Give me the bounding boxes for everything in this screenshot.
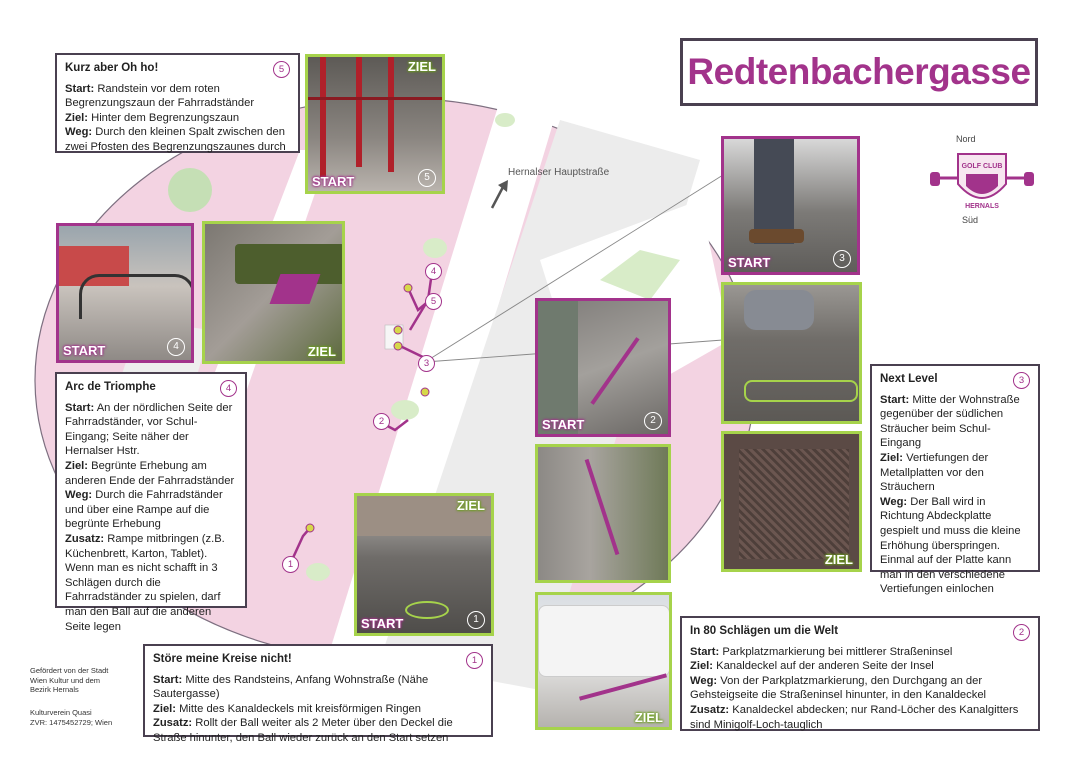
page-title-box: [680, 38, 1038, 106]
photo-3-start-label: START: [728, 255, 771, 270]
hole-5-title: Kurz aber Oh ho!: [65, 62, 159, 74]
hole-3-box: [870, 364, 1040, 596]
map-pin-3[interactable]: 3: [418, 355, 435, 372]
street-label: Hernalser Hauptstraße: [508, 167, 610, 178]
hole-4-zusatz-label: Zusatz:: [65, 532, 105, 545]
hole-1-box: [143, 644, 493, 744]
hole-2-box: [680, 616, 1040, 731]
map-pin-1[interactable]: 1: [282, 556, 299, 573]
photo-hole-5: [305, 54, 445, 194]
hole-2-weg-label: Weg:: [690, 674, 718, 687]
credit-line-3: Bezirk Hernals: [30, 685, 79, 694]
photo-hole-2-start: [535, 298, 671, 437]
photo-1-start-label: START: [361, 616, 404, 631]
photo-hole-2-middle: [535, 444, 671, 583]
compass-south: Süd: [962, 215, 979, 225]
hole-1-number: 1: [466, 652, 483, 669]
hole-4-box: [55, 372, 247, 633]
photo-2-start-label: START: [542, 417, 585, 432]
hole-3-start: Mitte der Wohnstraße gegenüber der südlichen Sträucher beim Schul-Eingang: [880, 393, 1020, 450]
svg-text:GOLF CLUB: GOLF CLUB: [961, 163, 1003, 170]
credit-line-4: Kulturverein Quasi: [30, 708, 92, 717]
photo-hole-3-middle: [721, 282, 862, 424]
credits-association: [30, 708, 112, 727]
photo-5-ziel-label: ZIEL: [407, 59, 436, 74]
golf-club-logo: [928, 146, 1036, 216]
page-title: Redtenbachergasse: [687, 51, 1031, 92]
hole-1-start: Mitte des Randsteins, Anfang Wohnstraße (Nähe Sautergasse): [153, 673, 429, 701]
hole-3-number: 3: [1013, 372, 1030, 389]
photo-hole-2-ziel: [535, 592, 672, 730]
photo-4-start-label: START: [63, 343, 106, 358]
photo-4-ziel-label: ZIEL: [307, 344, 336, 359]
map-pin-4[interactable]: 4: [425, 263, 442, 280]
hole-2-zusatz: Kanaldeckel abdecken; nur Rand-Löcher des Kanalgitters sind Minigolf-Loch-tauglich: [690, 703, 1019, 731]
photo-2-ziel-label: ZIEL: [634, 710, 663, 725]
photo-hole-1: [354, 493, 494, 636]
photo-hole-3-ziel: [721, 431, 862, 572]
hole-2-zusatz-label: Zusatz:: [690, 703, 730, 716]
compass-north: Nord: [956, 134, 976, 144]
hole-4-weg: Durch die Fahrradständer und über eine Rampe auf die begrünte Erhebung: [65, 489, 223, 531]
photo-hole-4-ziel: [202, 221, 345, 364]
credits-funding: [30, 666, 108, 695]
hole-4-start: An der nördlichen Seite der Fahrradständer, vor Schul-Eingang; Seite näher der Hernalser Hstr.: [65, 401, 233, 458]
hole-1-title: Störe meine Kreise nicht!: [153, 653, 292, 665]
hole-2-start: Parkplatzmarkierung bei mittlerer Straßeninsel: [722, 645, 953, 658]
credit-line-5: ZVR: 1475452729; Wien: [30, 717, 113, 727]
hole-5-ziel: Hinter dem Begrenzungszaun: [91, 111, 240, 124]
svg-text:HERNALS: HERNALS: [965, 203, 999, 210]
photo-hole-4-start: [56, 223, 194, 363]
hole-3-title: Next Level: [880, 373, 938, 385]
hole-4-title: Arc de Triomphe: [65, 381, 156, 393]
hole-4-zusatz: Rampe mitbringen (z.B. Küchenbrett, Karton, Tablet). Wenn man es nicht schafft in 3 Schlägen durch die Fahrradständer zu spielen, darf man den Ball auf die anderen Seite legen: [65, 532, 225, 633]
hole-2-title: In 80 Schlägen um die Welt: [690, 625, 839, 637]
hole-2-weg: Von der Parkplatzmarkierung, den Durchgang an der Gehsteigseite die Straßeninsel hinunter, in den Kanaldeckel: [690, 674, 987, 702]
hole-5-weg: Durch den kleinen Spalt zwischen den zwei Pfosten des Begrenzungszaunes durch: [65, 126, 286, 153]
hole-5-number: 5: [273, 61, 290, 78]
hole-5-box: [55, 53, 300, 153]
photo-5-number: 5: [418, 169, 436, 187]
hole-3-start-label: Start:: [880, 393, 910, 406]
credit-line-2: Wien Kultur und dem: [30, 675, 101, 685]
hole-1-ziel: Mitte des Kanaldeckels mit kreisförmigen Ringen: [179, 702, 421, 715]
hole-4-start-label: Start:: [65, 401, 95, 414]
hole-4-ziel-label: Ziel:: [65, 459, 88, 472]
map-pin-2[interactable]: 2: [373, 413, 390, 430]
hole-3-weg-label: Weg:: [880, 495, 908, 508]
photo-5-start-label: START: [312, 174, 355, 189]
hole-1-ziel-label: Ziel:: [153, 702, 176, 715]
hole-5-start-label: Start:: [65, 82, 95, 95]
photo-4-number: 4: [167, 338, 185, 356]
hole-1-start-label: Start:: [153, 673, 183, 686]
hole-5-ziel-label: Ziel:: [65, 111, 88, 124]
hole-4-number: 4: [220, 380, 237, 397]
hole-5-start: Randstein vor dem roten Begrenzungszaun der Fahrradständer: [65, 82, 255, 110]
hole-1-zusatz: Rollt der Ball weiter als 2 Meter über den Deckel die Straße hinunter, den Ball wieder zurück an den Start setzen: [153, 717, 453, 744]
hole-3-weg: Der Ball wird in Richtung Abdeckplatte gespielt und muss die kleine Erhöhung überspringen. Einmal auf der Platte kann man in den verschiedene Vertiefungen einlochen: [880, 495, 1021, 596]
hole-3-ziel-label: Ziel:: [880, 451, 903, 464]
map-pin-5[interactable]: 5: [425, 293, 442, 310]
hole-2-start-label: Start:: [690, 645, 720, 658]
hole-4-ziel: Begrünte Erhebung am anderen Ende der Fahrradständer: [65, 459, 235, 487]
photo-hole-3-start: [721, 136, 860, 275]
photo-1-ziel-label: ZIEL: [456, 498, 485, 513]
photo-3-number: 3: [833, 250, 851, 268]
hole-3-ziel: Vertiefungen der Metallplatten vor den Sträuchern: [880, 451, 989, 494]
hole-5-weg-label: Weg:: [65, 126, 93, 139]
hole-2-ziel: Kanaldeckel auf der anderen Seite der Insel: [716, 660, 934, 673]
hole-2-ziel-label: Ziel:: [690, 660, 713, 673]
photo-3-ziel-label: ZIEL: [824, 552, 853, 567]
hole-2-number: 2: [1013, 624, 1030, 641]
photo-2-number: 2: [644, 412, 662, 430]
credit-line-1: Gefördert von der Stadt: [30, 666, 109, 675]
photo-1-number: 1: [467, 611, 485, 629]
hole-4-weg-label: Weg:: [65, 489, 93, 502]
hole-1-zusatz-label: Zusatz:: [153, 717, 193, 730]
